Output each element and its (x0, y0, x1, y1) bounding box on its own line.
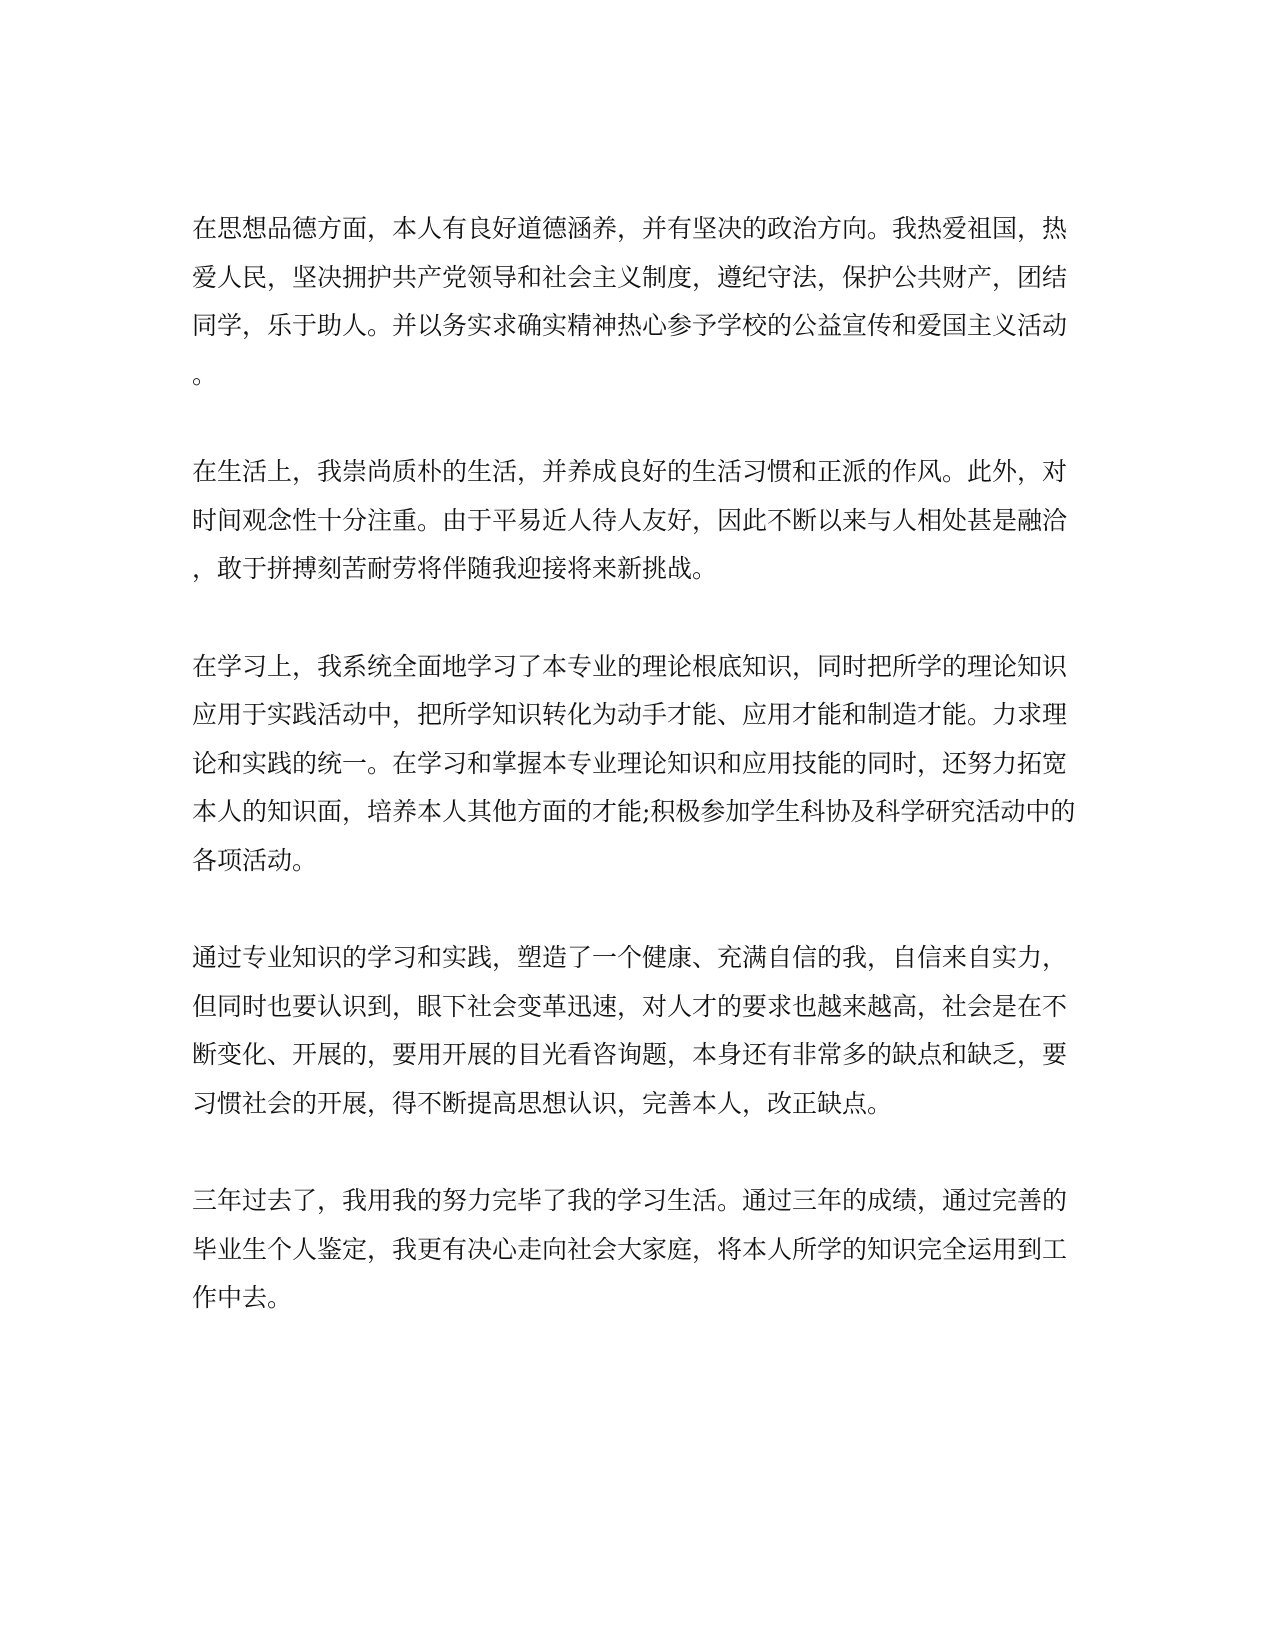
text-line: 本人的知识面，培养本人其他方面的才能;积极参加学生科协及科学研究活动中的 (192, 797, 1076, 826)
paragraph-conclusion (192, 1177, 1084, 1323)
text-line: ，敢于拼搏刻苦耐劳将伴随我迎接将来新挑战。 (192, 554, 718, 583)
text-line: 在生活上，我崇尚质朴的生活，并养成良好的生活习惯和正派的作风。此外，对 (192, 457, 1068, 486)
text-line: 爱人民，坚决拥护共产党领导和社会主义制度，遵纪守法，保护公共财产，团结 (192, 262, 1068, 292)
text-line: 习惯社会的开展，得不断提高思想认识，完善本人，改正缺点。 (192, 1088, 893, 1118)
paragraph-practice (192, 934, 1084, 1128)
text-line: 三年过去了，我用我的努力完毕了我的学习生活。通过三年的成绩，通过完善的 (192, 1186, 1068, 1215)
text-line: 在学习上，我系统全面地学习了本专业的理论根底知识，同时把所学的理论知识 (192, 651, 1068, 681)
text-line: 同学，乐于助人。并以务实求确实精神热心参予学校的公益宣传和爱国主义活动 (192, 311, 1068, 340)
text-line: 时间观念性十分注重。由于平易近人待人友好，因此不断以来与人相处甚是融洽 (192, 505, 1068, 535)
text-line: 毕业生个人鉴定，我更有决心走向社会大家庭，将本人所学的知识完全运用到工 (192, 1234, 1068, 1264)
text-line: 断变化、开展的，要用开展的目光看咨询题，本身还有非常多的缺点和缺乏，要 (192, 1040, 1068, 1069)
paragraph-life (192, 448, 1084, 594)
text-line: 应用于实践活动中，把所学知识转化为动手才能、应用才能和制造才能。力求理 (192, 700, 1068, 729)
document-body (192, 205, 1084, 1372)
text-line: 各项活动。 (192, 845, 318, 875)
text-line: 作中去。 (192, 1283, 293, 1312)
paragraph-moral-character (192, 205, 1084, 399)
text-line: 在思想品德方面，本人有良好道德涵养，并有坚决的政治方向。我热爱祖国，热 (192, 214, 1068, 243)
text-line: 但同时也要认识到，眼下社会变革迅速，对人才的要求也越来越高，社会是在不 (192, 991, 1068, 1021)
text-line: 。 (192, 359, 218, 389)
paragraph-study (192, 643, 1084, 886)
text-line: 论和实践的统一。在学习和掌握本专业理论知识和应用技能的同时，还努力拓宽 (192, 748, 1068, 778)
text-line: 通过专业知识的学习和实践，塑造了一个健康、充满自信的我，自信来自实力， (192, 943, 1068, 972)
